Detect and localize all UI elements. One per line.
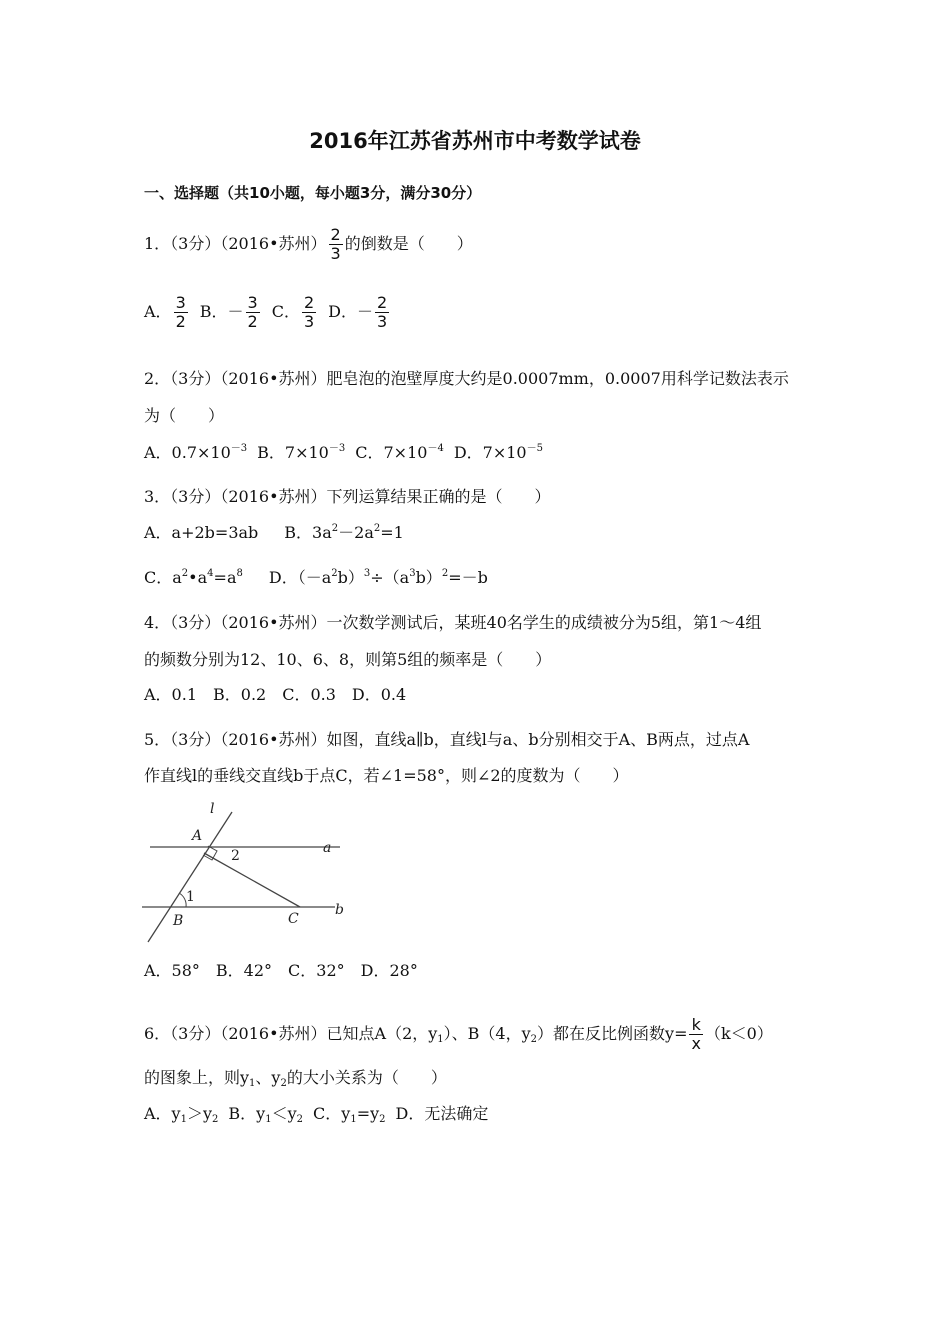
q6-optB-1: B．y bbox=[228, 1104, 266, 1123]
q1-optB-sign: － bbox=[227, 302, 244, 321]
question-5-options: A．58° B．42° C．32° D．28° bbox=[144, 961, 418, 980]
q1-optA-num: 3 bbox=[175, 293, 186, 312]
label-2: 2 bbox=[231, 848, 240, 864]
q3-optB-2: －2a bbox=[338, 523, 374, 542]
q6-optB-s2: 2 bbox=[296, 1114, 304, 1125]
q3-optC-e3: 8 bbox=[236, 568, 243, 579]
q6-line2-sub1: 1 bbox=[249, 1078, 256, 1089]
q6-optB-s1: 1 bbox=[265, 1114, 272, 1125]
q6-optA-s2: 2 bbox=[212, 1114, 219, 1125]
q2-optC: C．7×10 bbox=[355, 443, 428, 462]
q3-optD-e4: 2 bbox=[441, 568, 449, 579]
q3-optD-e3: 3 bbox=[409, 568, 416, 579]
question-2-stem-line1: 2．（3分）（2016•苏州）肥皂泡的泡壁厚度大约是0.0007mm，0.0007用科学记数法表示 bbox=[144, 369, 789, 388]
q3-optD-1: D．（－a bbox=[268, 568, 332, 587]
q3-optA: A．a+2b=3ab bbox=[144, 523, 259, 542]
q1-frac-num: 2 bbox=[330, 225, 341, 244]
perpendicular-line-AC bbox=[204, 853, 300, 907]
label-a: a bbox=[323, 840, 332, 856]
q6-sub1: 1 bbox=[437, 1034, 444, 1045]
question-4-stem-line1: 4．（3分）（2016•苏州）一次数学测试后，某班40名学生的成绩被分为5组，第1～4组 bbox=[144, 613, 762, 632]
q2-optD-exp: －5 bbox=[526, 443, 543, 454]
q6-line2-a: 的图象上，则y bbox=[144, 1068, 250, 1087]
question-2-stem-line2: 为（ ） bbox=[144, 406, 225, 425]
q2-optB-exp: －3 bbox=[328, 443, 346, 454]
q1-frac-den: 3 bbox=[330, 244, 341, 263]
q3-optC-2: •a bbox=[188, 568, 208, 587]
q6-mid2: ）都在反比例函数y= bbox=[537, 1024, 688, 1043]
q6-optA-2: ＞y bbox=[186, 1104, 213, 1123]
q6-line2-c: 的大小关系为（ ） bbox=[286, 1068, 447, 1087]
q6-prefix: 6．（3分）（2016•苏州）已知点A（2，y bbox=[144, 1024, 438, 1043]
q1-optC-label: C． bbox=[271, 302, 300, 321]
q6-line2-sub2: 2 bbox=[280, 1078, 287, 1089]
q6-mid1: ）、B（4，y bbox=[443, 1024, 531, 1043]
question-3-options-row1 bbox=[144, 522, 404, 544]
section-heading: 一、选择题（共10小题，每小题3分，满分30分） bbox=[144, 184, 482, 202]
label-1: 1 bbox=[186, 889, 195, 905]
q2-optB: B．7×10 bbox=[257, 443, 329, 462]
q6-suffix: （k＜0） bbox=[704, 1024, 773, 1043]
q1-optB-fraction bbox=[246, 294, 260, 331]
q2-optA-exp: －3 bbox=[230, 443, 248, 454]
q2-optC-exp: －4 bbox=[427, 443, 444, 454]
label-B: B bbox=[173, 913, 184, 929]
q6-frac-den: x bbox=[691, 1034, 701, 1053]
q1-optD-num: 2 bbox=[377, 293, 388, 312]
question-2-options bbox=[144, 442, 543, 464]
question-4-stem-line2: 的频数分别为12、10、6、8，则第5组的频率是（ ） bbox=[144, 650, 552, 669]
q3-optB-e1: 2 bbox=[331, 523, 339, 534]
label-l: l bbox=[210, 801, 215, 817]
q3-optC-3: =a bbox=[213, 568, 237, 587]
question-3-stem: 3．（3分）（2016•苏州）下列运算结果正确的是（ ） bbox=[144, 487, 551, 506]
q6-optC-2: =y bbox=[356, 1104, 380, 1123]
question-4-options: A．0.1 B．0.2 C．0.3 D．0.4 bbox=[144, 685, 407, 704]
question-5-stem-line2: 作直线l的垂线交直线b于点C，若∠1=58°，则∠2的度数为（ ） bbox=[144, 766, 629, 785]
q3-optC-1: C．a bbox=[144, 568, 182, 587]
label-A: A bbox=[192, 828, 203, 844]
q1-optD-sign: － bbox=[357, 302, 374, 321]
q2-optD: D．7×10 bbox=[453, 443, 527, 462]
q3-optC-e2: 4 bbox=[207, 568, 214, 579]
q3-optB-3: =1 bbox=[380, 523, 404, 542]
q1-optA-den: 2 bbox=[175, 312, 186, 331]
q6-optB-2: ＜y bbox=[271, 1104, 297, 1123]
question-1-options bbox=[144, 294, 391, 331]
q1-suffix: 的倒数是（ ） bbox=[344, 234, 473, 253]
q3-optD-2: b） bbox=[337, 568, 364, 587]
q6-optD: D．无法确定 bbox=[395, 1104, 489, 1123]
q3-optC-e1: 2 bbox=[181, 568, 189, 579]
q1-optC-num: 2 bbox=[303, 293, 315, 312]
label-b: b bbox=[335, 902, 344, 918]
q6-line2-b: 、y bbox=[255, 1068, 281, 1087]
q1-optD-label: D． bbox=[328, 302, 357, 321]
q6-optC-s1: 1 bbox=[350, 1114, 357, 1125]
question-3-options-row2 bbox=[144, 567, 488, 589]
q1-optB-label: B． bbox=[199, 302, 228, 321]
q3-optB-e2: 2 bbox=[373, 523, 381, 534]
q6-fraction bbox=[689, 1016, 702, 1053]
question-6-options bbox=[144, 1103, 488, 1125]
q2-optA: A．0.7×10 bbox=[144, 443, 231, 462]
q6-frac-num: k bbox=[689, 1016, 702, 1035]
q3-optD-5: =－b bbox=[448, 568, 488, 587]
q3-optD-e2: 3 bbox=[363, 568, 371, 579]
q1-optB-den: 2 bbox=[247, 312, 258, 331]
q5-geometry-figure bbox=[140, 800, 360, 950]
q1-prefix: 1．（3分）（2016•苏州） bbox=[144, 234, 327, 253]
question-1-stem bbox=[144, 226, 473, 263]
q6-sub2: 2 bbox=[530, 1034, 538, 1045]
q6-optA-1: A．y bbox=[144, 1104, 181, 1123]
question-6-stem-line1 bbox=[144, 1016, 773, 1053]
q3-optD-3: ÷（a bbox=[370, 568, 410, 587]
q3-optB-1: B．3a bbox=[284, 523, 332, 542]
q1-optC-fraction bbox=[302, 294, 316, 331]
q1-optB-num: 3 bbox=[247, 293, 258, 312]
q1-optA-fraction bbox=[174, 294, 188, 331]
line-l bbox=[148, 812, 232, 942]
question-6-stem-line2 bbox=[144, 1067, 447, 1089]
q1-optD-den: 3 bbox=[377, 312, 388, 331]
q1-optC-den: 3 bbox=[303, 312, 315, 331]
q1-fraction bbox=[329, 226, 343, 263]
question-5-stem-line1: 5．（3分）（2016•苏州）如图，直线a∥b，直线l与a、b分别相交于A、B两点，过点A bbox=[144, 730, 750, 749]
q6-optA-s1: 1 bbox=[180, 1114, 187, 1125]
q6-optC-s2: 2 bbox=[379, 1114, 386, 1125]
q1-optD-fraction bbox=[375, 294, 389, 331]
q1-optA-label: A． bbox=[144, 302, 172, 321]
q6-optC-1: C．y bbox=[313, 1104, 351, 1123]
label-C: C bbox=[288, 911, 299, 927]
page-title: 2016年江苏省苏州市中考数学试卷 bbox=[309, 129, 641, 153]
q3-optD-4: b） bbox=[415, 568, 442, 587]
q3-optD-e1: 2 bbox=[331, 568, 338, 579]
